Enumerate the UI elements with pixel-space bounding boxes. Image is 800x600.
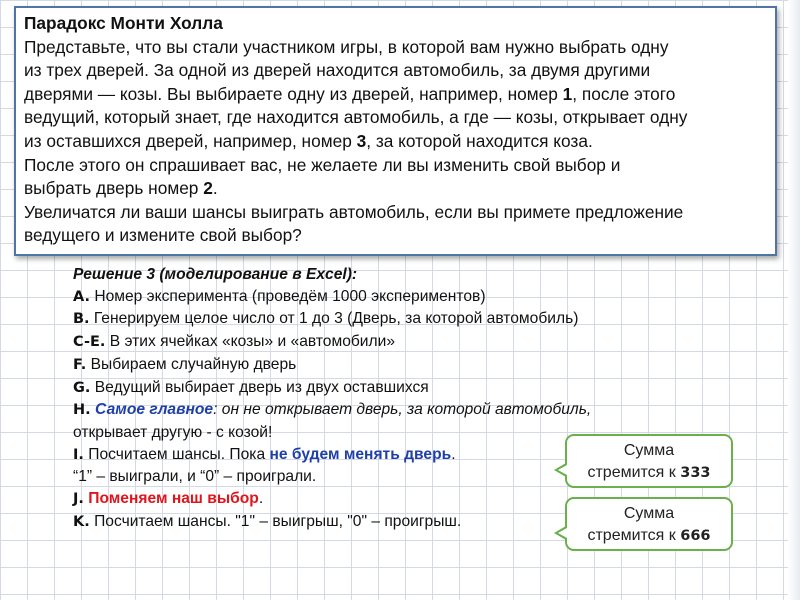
solution-steps (73, 264, 592, 533)
step-h-continued: открывает другую - с козой! (73, 423, 273, 441)
step-key: C-E. (73, 334, 106, 351)
problem-line: После этого он спрашивает вас, не желаете ли вы изменить свой выбор и (24, 154, 621, 175)
callout-sum-333 (565, 434, 733, 488)
door-number: 1 (562, 83, 573, 104)
step-text: . (258, 490, 264, 508)
step-f (73, 354, 573, 377)
step-key: H. (73, 402, 91, 419)
step-b (73, 308, 579, 331)
step-key: G. (73, 379, 91, 396)
step-key: F. (73, 356, 87, 373)
step-key: B. (73, 311, 90, 328)
step-text: В этих ячейках «козы» и «автомобили» (105, 333, 396, 351)
problem-text: выбрать дверь номер (24, 178, 204, 199)
problem-line: ведущего и измените свой выбор? (24, 225, 302, 246)
problem-line (24, 177, 767, 201)
step-text: Посчитаем шансы. Пока (83, 445, 270, 463)
step-a (73, 286, 573, 309)
step-text: Ведущий выбирает дверь из двух оставшихся (90, 378, 429, 396)
step-text: . (451, 445, 456, 463)
callout-sum-666 (565, 497, 733, 551)
problem-text: из оставшихся дверей, например, номер (24, 130, 357, 151)
step-emphasis: не будем менять дверь (269, 445, 452, 463)
door-number: 3 (356, 130, 367, 151)
step-emphasis: Самое главное (90, 401, 214, 419)
problem-line: ведущий, который знает, где находится автомобиль, а где — козы, открывает одну (24, 107, 688, 128)
problem-text: , после этого (572, 83, 676, 104)
problem-line (24, 130, 767, 154)
callout-tail (558, 465, 567, 475)
callout-line (567, 525, 731, 547)
step-text: Посчитаем шансы. "1" – выигрыш, "0" – проигрыш. (89, 512, 462, 530)
step-key: J. (73, 491, 84, 508)
step-key: A. (73, 288, 90, 305)
problem-line (24, 83, 767, 107)
step-text: : он не открывает дверь, за которой автомобиль, (213, 401, 592, 419)
step-k (73, 511, 573, 534)
problem-line: Увеличатся ли ваши шансы выиграть автомобиль, если вы примете предложение (24, 201, 684, 222)
step-h (73, 399, 592, 422)
right-edge-strip (788, 0, 800, 600)
callout-text: стремится к (587, 527, 681, 544)
step-emphasis: Поменяем наш выбор (83, 490, 259, 508)
step-text: Выбираем случайную дверь (86, 355, 297, 373)
problem-text: дверями — козы. Вы выбираете одну из дверей, например, номер (24, 83, 563, 104)
problem-line: Представьте, что вы стали участником игры, в которой вам нужно выбрать одну (24, 36, 669, 57)
callout-text: стремится к (587, 464, 681, 481)
step-text: Генерируем целое число от 1 до 3 (Дверь, за которой автомобиль) (89, 310, 579, 328)
problem-title: Парадокс Монти Холла (24, 13, 223, 33)
step-key: K. (73, 513, 90, 530)
problem-text: , за которой находится коза. (366, 130, 593, 151)
problem-text: . (212, 178, 218, 199)
step-j (73, 488, 573, 511)
callout-line (567, 462, 731, 484)
step-g (73, 377, 573, 400)
step-key: I. (73, 446, 84, 463)
problem-statement-box (14, 6, 777, 256)
callout-line: Сумма (623, 505, 675, 522)
callout-number: 333 (680, 465, 711, 481)
callout-number: 666 (680, 528, 711, 544)
step-ce (73, 331, 573, 354)
problem-line: из трех дверей. За одной из дверей находится автомобиль, за двумя другими (24, 60, 651, 81)
door-number: 2 (203, 178, 213, 199)
step-i-continued: “1” – выиграли, и “0” – проиграли. (73, 468, 317, 486)
step-text: Номер эксперимента (проведём 1000 экспериментов) (90, 287, 486, 305)
callout-line: Сумма (623, 442, 675, 459)
solution-title: Решение 3 (моделирование в Excel): (73, 266, 358, 283)
step-i (73, 444, 573, 467)
callout-tail (558, 528, 567, 538)
